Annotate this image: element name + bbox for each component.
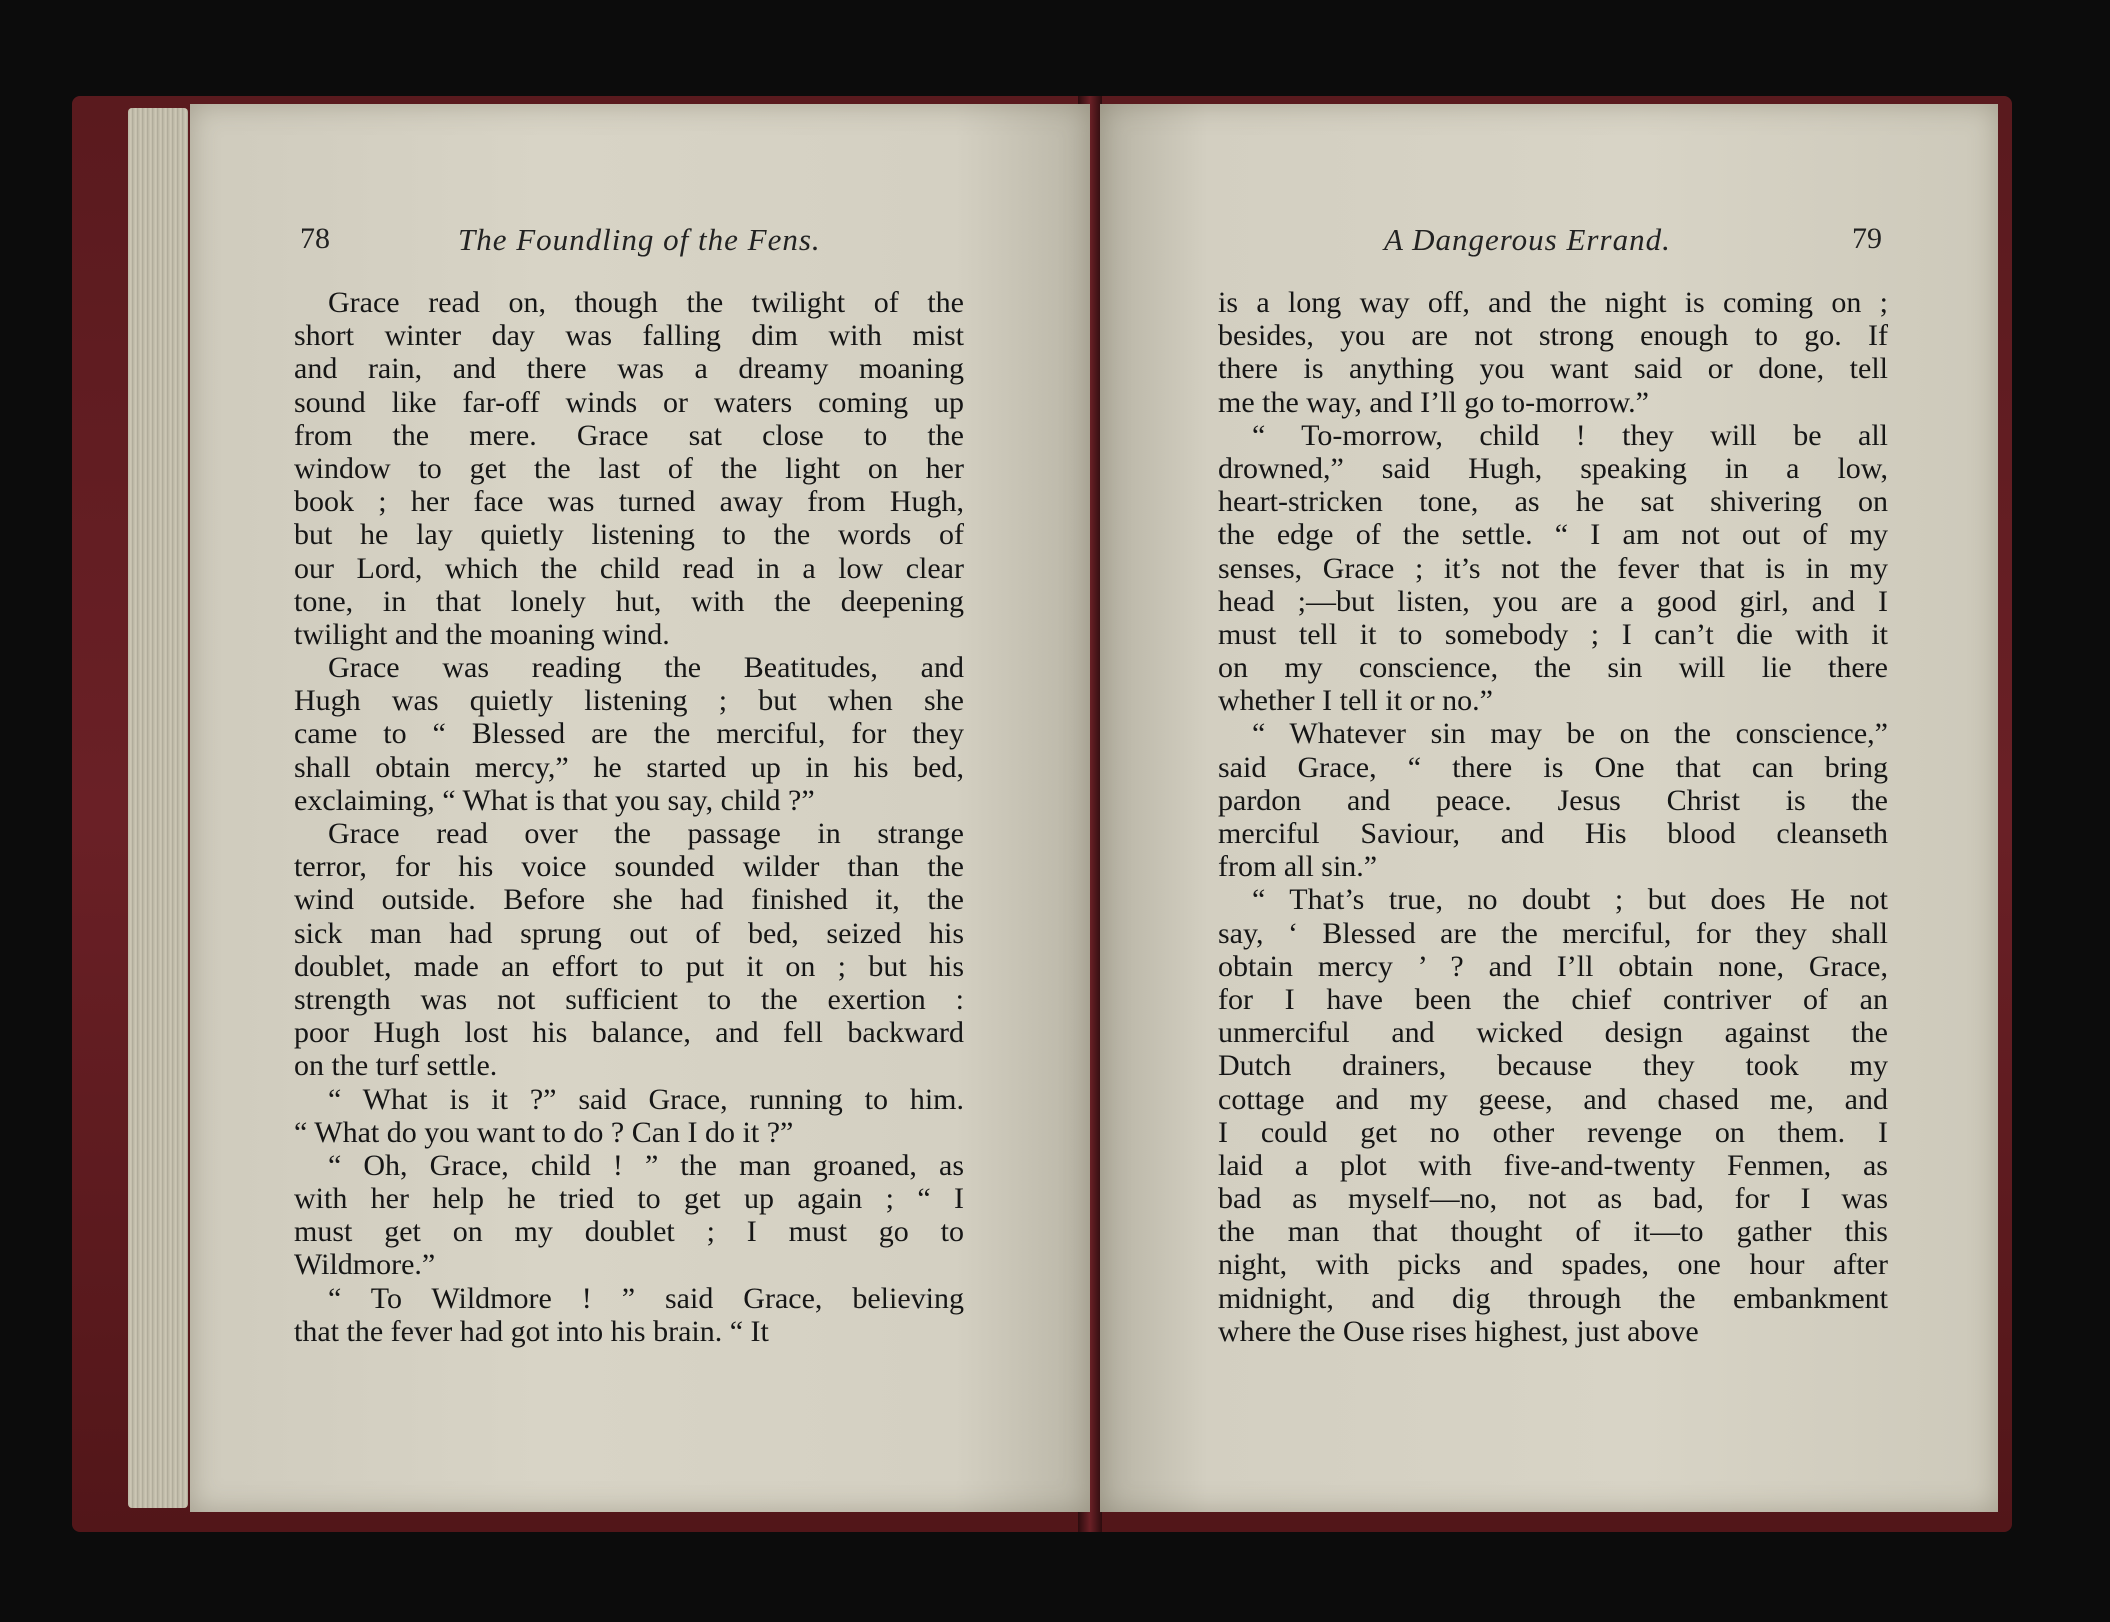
text-line: short winter day was falling dim with mist xyxy=(294,319,964,353)
text-line: window to get the last of the light on her xyxy=(294,451,964,485)
text-line: night, with picks and spades, one hour after xyxy=(1218,1248,1888,1282)
text-line: with her help he tried to get up again ; “ I xyxy=(294,1182,964,1216)
text-line: sound like far-off winds or waters coming up xyxy=(294,385,964,419)
text-line: for I have been the chief contriver of an xyxy=(1218,982,1888,1016)
text-line: doublet, made an effort to put it on ; but his xyxy=(294,949,964,983)
text-line: besides, you are not strong enough to go. If xyxy=(1218,319,1888,353)
text-line: heart-stricken tone, as he sat shivering on xyxy=(1218,485,1888,519)
text-line: “ That’s true, no doubt ; but does He not xyxy=(1252,883,1888,917)
text-line: on the turf settle. xyxy=(294,1049,498,1083)
text-line: and rain, and there was a dreamy moaning xyxy=(294,352,964,386)
text-line: from the mere. Grace sat close to the xyxy=(294,418,964,452)
page-edges xyxy=(128,108,188,1508)
text-line: our Lord, which the child read in a low clear xyxy=(294,551,964,585)
right-running-head: A Dangerous Errand. xyxy=(1384,222,1671,257)
text-line: obtain mercy ’ ? and I’ll obtain none, Grace, xyxy=(1218,949,1888,983)
text-line: Grace read on, though the twilight of the xyxy=(328,286,964,319)
text-line: exclaiming, “ What is that you say, child ?” xyxy=(294,783,815,817)
text-line: is a long way off, and the night is coming on ; xyxy=(1218,286,1888,319)
text-line: terror, for his voice sounded wilder than the xyxy=(294,850,964,884)
text-line: on my conscience, the sin will lie there xyxy=(1218,651,1888,685)
text-line: pardon and peace. Jesus Christ is the xyxy=(1218,783,1888,817)
text-line: midnight, and dig through the embankment xyxy=(1218,1281,1888,1315)
text-line: I could get no other revenge on them. I xyxy=(1218,1115,1888,1149)
text-line: tone, in that lonely hut, with the deepening xyxy=(294,584,964,618)
text-line: that the fever had got into his brain. “ It xyxy=(294,1314,769,1348)
text-line: say, ‘ Blessed are the merciful, for they shall xyxy=(1218,916,1888,950)
text-line: shall obtain mercy,” he started up in his bed, xyxy=(294,750,964,784)
text-line: the man that thought of it—to gather this xyxy=(1218,1215,1888,1249)
text-line: poor Hugh lost his balance, and fell backward xyxy=(294,1016,964,1050)
text-line: head ;—but listen, you are a good girl, and I xyxy=(1218,584,1888,618)
text-line: said Grace, “ there is One that can bring xyxy=(1218,750,1888,784)
text-line: there is anything you want said or done, tell xyxy=(1218,352,1888,386)
text-line: Grace was reading the Beatitudes, and xyxy=(328,651,964,685)
right-page-text xyxy=(1218,286,1888,1348)
right-page-number: 79 xyxy=(1852,222,1882,255)
text-line: bad as myself—no, not as bad, for I was xyxy=(1218,1182,1888,1216)
text-line: but he lay quietly listening to the words of xyxy=(294,518,964,552)
text-line: “ Whatever sin may be on the conscience,” xyxy=(1252,717,1888,751)
text-line: senses, Grace ; it’s not the fever that is in my xyxy=(1218,551,1888,585)
text-line: strength was not sufficient to the exertion : xyxy=(294,982,964,1016)
text-line: Dutch drainers, because they took my xyxy=(1218,1049,1888,1083)
text-line: sick man had sprung out of bed, seized his xyxy=(294,916,964,950)
text-line: me the way, and I’ll go to-morrow.” xyxy=(1218,385,1649,419)
text-line: Hugh was quietly listening ; but when she xyxy=(294,684,964,718)
text-line: unmerciful and wicked design against the xyxy=(1218,1016,1888,1050)
text-line: wind outside. Before she had finished it, the xyxy=(294,883,964,917)
text-line: must get on my doublet ; I must go to xyxy=(294,1215,964,1249)
left-page-number: 78 xyxy=(300,222,330,255)
text-line: where the Ouse rises highest, just above xyxy=(1218,1314,1699,1348)
text-line: the edge of the settle. “ I am not out of my xyxy=(1218,518,1888,552)
text-line: drowned,” said Hugh, speaking in a low, xyxy=(1218,451,1888,485)
text-line: book ; her face was turned away from Hugh, xyxy=(294,485,964,519)
text-line: Grace read over the passage in strange xyxy=(328,817,964,850)
text-line: cottage and my geese, and chased me, and xyxy=(1218,1082,1888,1116)
text-line: Wildmore.” xyxy=(294,1248,436,1282)
text-line: twilight and the moaning wind. xyxy=(294,617,670,651)
text-line: “ To-morrow, child ! they will be all xyxy=(1252,418,1888,452)
text-line: must tell it to somebody ; I can’t die with it xyxy=(1218,617,1888,651)
text-line: merciful Saviour, and His blood cleanseth xyxy=(1218,817,1888,850)
text-line: “ To Wildmore ! ” said Grace, believing xyxy=(328,1281,964,1315)
left-page-text xyxy=(294,286,964,1348)
text-line: came to “ Blessed are the merciful, for they xyxy=(294,717,964,751)
text-line: from all sin.” xyxy=(1218,850,1378,884)
text-line: “ What do you want to do ? Can I do it ?” xyxy=(294,1115,794,1149)
text-line: “ Oh, Grace, child ! ” the man groaned, as xyxy=(328,1148,964,1182)
text-line: laid a plot with five-and-twenty Fenmen, as xyxy=(1218,1148,1888,1182)
left-running-head: The Foundling of the Fens. xyxy=(458,222,821,257)
text-line: whether I tell it or no.” xyxy=(1218,684,1493,718)
text-line: “ What is it ?” said Grace, running to him. xyxy=(328,1082,964,1116)
